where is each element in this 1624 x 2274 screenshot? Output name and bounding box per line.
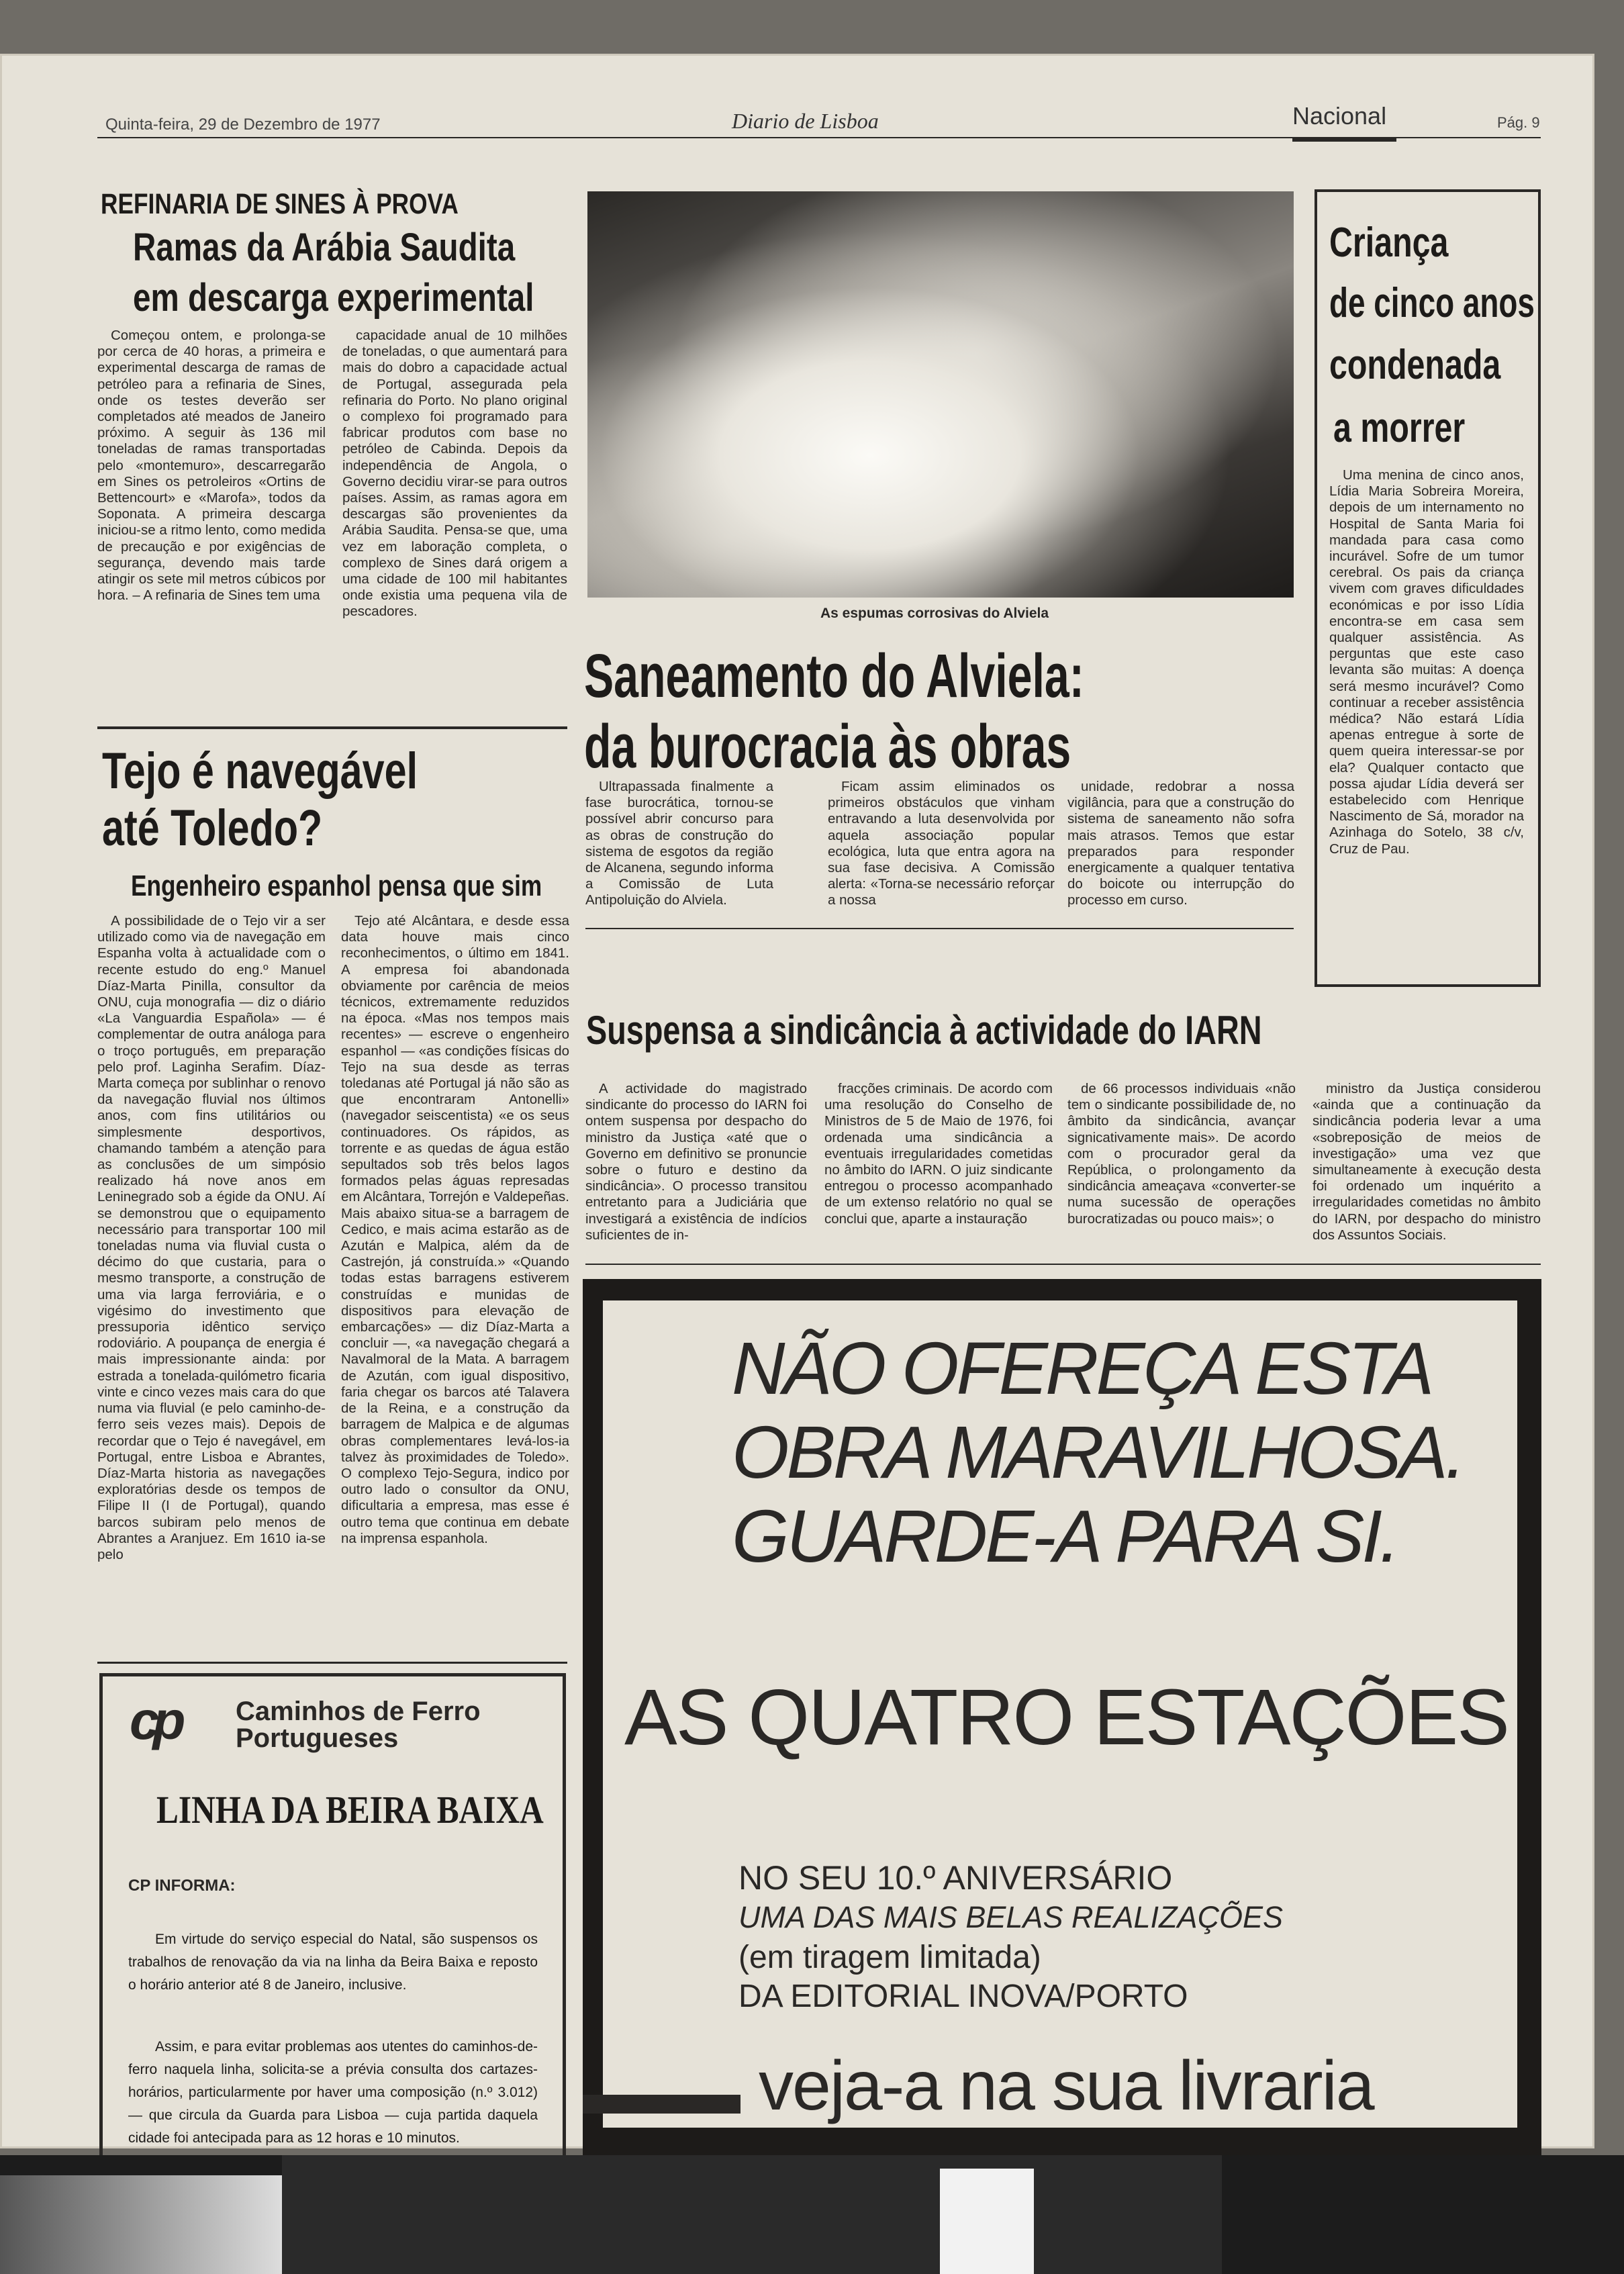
cp-company-line-1: Caminhos de Ferro bbox=[236, 1697, 481, 1726]
newspaper-name: Diario de Lisboa bbox=[732, 109, 879, 133]
iarn-headline: Suspensa a sindicância à actividade do IARN bbox=[586, 1008, 1262, 1053]
book-ad-cta-bar bbox=[583, 2095, 741, 2114]
sines-column-1: Começou ontem, e prolonga-se por cerca de 40 horas, a primeira e experimental descarga de ramas de petróleo para a refinaria de Sines, onde os testes deverão ser completados até meados de Janeiro próximo. A seguir às 136 mil toneladas de ramas transportadas pelo «montemuro», descarregarão em Sines os petroleiros «Ortins de Bettencourt» e «Marofa», todos da Soponata. A primeira descarga iniciou-se a ritmo lento, como medida de precaução e por exigências de segurança, devendo mais tarde atingir os sete mil metros cúbicos por hora. – A refinaria de Sines tem uma bbox=[97, 328, 326, 604]
cp-informa: CP INFORMA: bbox=[128, 1877, 236, 1895]
book-ad-title: AS QUATRO ESTAÇÕES bbox=[624, 1673, 1509, 1762]
book-ad-line-1: NÃO OFEREÇA ESTA bbox=[732, 1327, 1432, 1410]
grey-scale-patch bbox=[0, 2175, 282, 2274]
crianca-headline-2: de cinco anos bbox=[1329, 280, 1535, 326]
tejo-subhead: Engenheiro espanhol pensa que sim bbox=[131, 869, 542, 902]
sines-column-2: capacidade anual de 10 milhões de toneladas, o que aumentará para mais do dobro a capacidade actual de Portugal, assegurada pela refinaria do Porto. No plano original o complexo foi programado para fabricar produtos com base no petróleo de Cabinda. Depois da independência de Angola, o Governo decidiu virar-se para outros países. Assim, as ramas agora em descargas são provenientes da Arábia Saudita. Pensa-se que, uma vez em laboração completa, o complexo de Sines dará origem a uma cidade de 100 mil habitantes onde existia uma pequena vila de pescadores. bbox=[342, 328, 567, 620]
ruler-patch bbox=[940, 2169, 1034, 2274]
sines-bottom-rule bbox=[97, 726, 567, 729]
iarn-column-3: de 66 processos individuais «não tem o sindicante possibilidade de, no âmbito da sindicância, avançar signicativamente mais». De acordo com o procurador geral da República, o prolongamento da sindicância ameaçava «converter-se numa sucessão de operações burocratizadas ou pouco mais»; o bbox=[1067, 1081, 1296, 1227]
iarn-column-2: fracções criminais. De acordo com uma resolução do Conselho de Ministros de 5 de Maio de 1976, foi ordenada uma sindicância a eventuais irregularidades cometidas no âmbito do IARN. O juiz sindicante entregou o processo acompanhado de um extenso relatório no qual se conclui que, aparte a instauração bbox=[824, 1081, 1053, 1227]
dark-patch bbox=[282, 2155, 1222, 2274]
iarn-column-1: A actividade do magistrado sindicante do processo do IARN foi ontem suspensa por despacho do ministro da Justiça «até que o Governo em definitivo se pronuncie sobre o futuro e destino da sindicância». O processo transitou entretanto para a Judiciária que investigará a existência de indícios suficientes de in- bbox=[585, 1081, 807, 1243]
alviela-foam-photo bbox=[587, 191, 1294, 598]
alviela-headline-2: da burocracia às obras bbox=[584, 712, 1071, 781]
alviela-headline-1: Saneamento do Alviela: bbox=[584, 642, 1084, 710]
alviela-column-1: Ultrapassada finalmente a fase burocrática, tornou-se possível abrir concurso para as obras de construção do sistema de esgotos da região de Alcanena, segundo informa a Comissão de Luta Antipoluição do Alviela. bbox=[585, 779, 773, 908]
cp-logo-icon: cp bbox=[130, 1691, 179, 1750]
alviela-column-2: Ficam assim eliminados os primeiros obstáculos que vinham entravando a luta desenvolvida por aquela associação popular ecológica, luta que entra agora na sua fase decisiva. A Comissão alerta: «Torna-se necessário reforçar a nossa bbox=[828, 779, 1055, 908]
cp-ad-paragraph-1: Em virtude do serviço especial do Natal, são suspensos os trabalhos de renovação da via na linha da Beira Baixa e reposto o horário anterior até 8 de Janeiro, inclusive. bbox=[128, 1932, 538, 1993]
tejo-column-1: A possibilidade de o Tejo vir a ser utilizado como via de navegação em Espanha volta à actualidade com o recente estudo do eng.º Manuel Díaz-Marta Pinilla, consultor da ONU, cuja monografia — diz o diário «La Vanguardia Española» — é complementar de outra análoga para o troço português, em preparação pelo prof. Laginha Serafim. Díaz-Marta começa por sublinhar o renovo da navegação fluvial nos últimos anos, com fins utilitários ou simplesmente desportivos, chamando também a atenção para as conclusões de um simpósio realizado há nove anos em Leninegrado sob a égide da ONU. Aí se demonstrou que o equipamento necessário para transportar 100 mil toneladas numa via fluvial custa o décimo do que custaria, para o mesmo transporte, a construção de uma via larga ferroviária, e o vigésimo do investimento que pressuporia idêntico serviço rodoviário. A poupança de energia é mais impressionante ainda: por estrada a tonelada-quilómetro ficaria vinte e cinco vezes mais cara do que numa via fluvial (e pelo caminho-de-ferro seis vezes mais). Depois de recordar que o Tejo é navegável, em Portugal, entre Lisboa e Abrantes, Díaz-Marta historia as navegações exploratórias desde os tempos de Filipe II (I de Portugal), quando barcos subiram pelo menos de Abrantes a Aranjuez. Em 1610 ia-se pelo bbox=[97, 913, 326, 1562]
iarn-column-4: ministro da Justiça considerou «ainda que a continuação da sindicância poderia levar a uma «sobreposição de meios de investigação» uma vez que simultaneamente à execução desta foi ordenado um inquérito a irregularidades cometidas no âmbito do IARN, por despacho do ministro dos Assuntos Sociais. bbox=[1312, 1081, 1541, 1243]
tejo-headline-1: Tejo é navegável bbox=[102, 743, 418, 800]
issue-date: Quinta-feira, 29 de Dezembro de 1977 bbox=[105, 115, 381, 134]
cp-company-line-2: Portugueses bbox=[236, 1723, 399, 1753]
book-ad-sub-1: NO SEU 10.º ANIVERSÁRIO bbox=[738, 1859, 1173, 1897]
tejo-headline-2: até Toledo? bbox=[102, 800, 323, 857]
book-ad-line-2: OBRA MARAVILHOSA. bbox=[732, 1411, 1464, 1494]
crianca-body: Uma menina de cinco anos, Lídia Maria Sobreira Moreira, depois de um internamento no Hospital de Santa Maria foi mandada para casa como incurável. Sofre de um tumor cerebral. Os pais da criança vivem com graves dificuldades económicas e por isso Lídia encontra-se em casa sem qualquer assistência. As perguntas que este caso levanta são muitas: A doença será mesmo incurável? Como continuar a receber assistência médica? Não estará Lídia apenas entregue à sorte de quem queira interessar-se por ela? Qualquer contacto que possa ajudar Lídia deverá ser estabelecido com Henrique Nascimento de Sá, morador na Azinhaga do Sotelo, 38 c/v, Cruz de Pau. bbox=[1329, 467, 1524, 857]
book-ad-sub-4: DA EDITORIAL INOVA/PORTO bbox=[738, 1979, 1188, 2014]
book-ad-sub-2: UMA DAS MAIS BELAS REALIZAÇÕES bbox=[738, 1900, 1284, 1934]
sines-headline-1: Ramas da Arábia Saudita bbox=[133, 226, 516, 269]
tejo-column-2: Tejo até Alcântara, e desde essa data houve mais cinco reconhecimentos, o último em 1841. A empresa foi abandonada obviamente por carência de meios técnicos, extremamente reduzidos na época. «Mas nos tempos mais recentes» — escreve o engenheiro espanhol — «as condições físicas do Tejo na sua desde as terras toledanas até Portugal já não são as que encontraram Antonelli» (navegador seiscentista) «e os seus continuadores. Os rápidos, as torrente e as quedas de água estão sepultados sob três belos lagos formados pelas águas represadas em Alcântara, Torrejón e Valdepeñas. Mais abaixo situa-se a barragem de Cedico, e mais acima estarão as de Azután e Malpica, além da de Castrejón, já construída.» «Quando todas estas barragens estiverem construídas e munidas de dispositivos para elevação de embarcações» — diz Díaz-Marta a concluir —, «a navegação chegará a Navalmoral de la Mata. A barragem de Azután, com igual dispositivo, faria chegar os barcos até Talavera de la Reina, e a construção da barragem de Malpica e de algumas obras complementares levá-los-ia talvez às proximidades de Toledo». O complexo Tejo-Segura, indico por outro lado o consultor da ONU, dificultaria a empresa, mas esse é outro tema que continua em debate na imprensa espanhola. bbox=[341, 913, 569, 1546]
sines-kicker: REFINARIA DE SINES À PROVA bbox=[101, 188, 459, 220]
cp-advert bbox=[99, 1673, 566, 2178]
crianca-headline-4: a morrer bbox=[1333, 405, 1466, 451]
cp-ad-title: LINHA DA BEIRA BAIXA bbox=[156, 1788, 544, 1832]
iarn-bottom-rule bbox=[585, 1264, 1541, 1265]
book-ad-cta: veja-a na sua livraria bbox=[759, 2047, 1374, 2125]
scan-color-strip bbox=[0, 2155, 1624, 2274]
cp-ad-paragraph-2: Assim, e para evitar problemas aos utentes do caminhos-de-ferro naquela linha, solicita-se a prévia consulta dos cartazes-horários, particularmente por haver uma composição (n.º 3.012) — que circula da Guarda para Lisboa — cuja partida daquela cidade foi antecipada para as 12 horas e 10 minutos. bbox=[128, 2039, 538, 2146]
book-ad-sub-3: (em tiragem limitada) bbox=[738, 1940, 1041, 1975]
crianca-headline-1: Criança bbox=[1329, 220, 1449, 266]
book-ad-line-3: GUARDE-A PARA SI. bbox=[732, 1495, 1398, 1578]
crianca-headline-3: condenada bbox=[1329, 342, 1501, 388]
masthead-rule bbox=[97, 137, 1541, 138]
alviela-column-3: unidade, redobrar a nossa vigilância, para que a construção do sistema de saneamento não sofra mais atrasos. Temos que estar preparados para responder energicamente a qualquer tentativa do boicote ou interrupção do processo em curso. bbox=[1067, 779, 1294, 908]
page-number: Pág. 9 bbox=[1497, 114, 1540, 131]
crianca-box bbox=[1315, 189, 1541, 987]
section-name: Nacional bbox=[1292, 102, 1387, 130]
tejo-bottom-rule bbox=[97, 1662, 567, 1664]
newspaper-page bbox=[0, 54, 1594, 2148]
alviela-photo-caption: As espumas corrosivas do Alviela bbox=[820, 606, 1049, 621]
sines-headline-2: em descarga experimental bbox=[133, 276, 534, 320]
alviela-bottom-rule bbox=[585, 928, 1294, 929]
